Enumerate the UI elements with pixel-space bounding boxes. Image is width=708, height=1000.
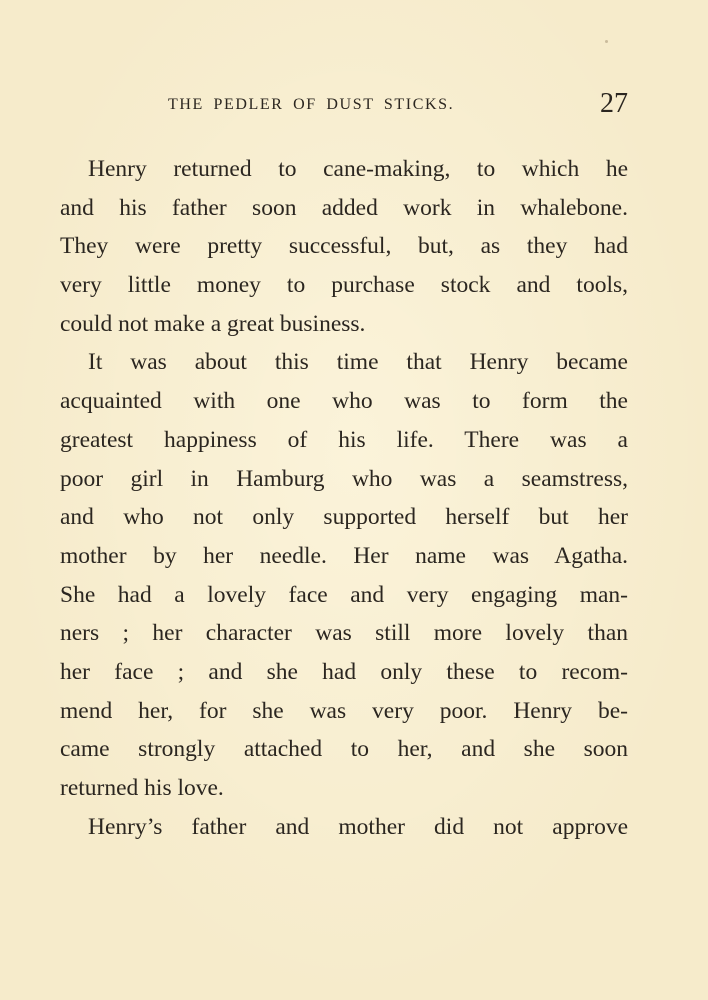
text-line: It was about this time that Henry became [88, 349, 628, 376]
text-line: Henry’s father and mother did not approve [88, 813, 628, 840]
text-line: came strongly attached to her, and she soon [60, 736, 628, 763]
page-number: 27 [600, 88, 628, 119]
text-line: mend her, for she was very poor. Henry be- [60, 697, 628, 724]
paper-speck [605, 40, 608, 43]
text-line: and who not only supported herself but her [60, 504, 628, 531]
text-line: acquainted with one who was to form the [60, 388, 628, 415]
text-line: Henry returned to cane-making, to which he [88, 156, 628, 182]
text-line: her face ; and she had only these to recom- [60, 658, 628, 685]
text-line: She had a lovely face and very engaging man- [60, 581, 628, 608]
text-line: mother by her needle. Her name was Agatha. [60, 542, 628, 569]
text-line: greatest happiness of his life. There was a [60, 426, 628, 453]
text-line: ners ; her character was still more lovely than [60, 620, 628, 647]
text-line: returned his love. [60, 775, 224, 801]
running-title: THE PEDLER OF DUST STICKS. [168, 96, 455, 113]
text-line: very little money to purchase stock and tools, [60, 272, 628, 299]
text-line: They were pretty successful, but, as they had [60, 233, 628, 260]
text-line: and his father soon added work in whalebone. [60, 194, 628, 221]
running-header [60, 88, 628, 122]
body-text [60, 150, 628, 846]
text-line: could not make a great business. [60, 310, 366, 337]
text-line: poor girl in Hamburg who was a seamstress, [60, 465, 628, 492]
